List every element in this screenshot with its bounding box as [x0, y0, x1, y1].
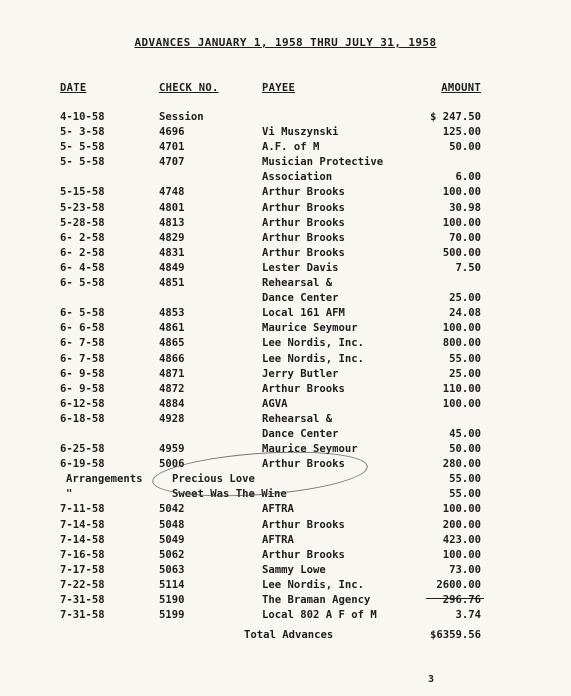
row-payee: The Braman Agency — [262, 594, 371, 606]
table-row — [0, 353, 571, 368]
row-payee: Local 161 AFM — [262, 307, 345, 320]
table-row — [0, 383, 571, 398]
row-check-no: Sweet Was The Wine — [172, 488, 287, 501]
row-date: 7-14-58 — [60, 533, 105, 546]
table-row — [0, 217, 571, 232]
row-check-no: 5062 — [159, 548, 185, 561]
row-date: Arrangements — [66, 473, 143, 486]
row-check-no: Precious Love — [172, 473, 255, 486]
row-payee: Arthur Brooks — [262, 382, 345, 395]
row-amount: 2600.00 — [436, 578, 481, 591]
row-date: 7-31-58 — [60, 609, 105, 622]
row-date: 6-19-58 — [60, 458, 105, 471]
row-check-no: 5049 — [159, 533, 185, 546]
row-date: 5- 5-58 — [60, 141, 105, 154]
row-payee: AGVA — [262, 397, 288, 410]
document-title: ADVANCES JANUARY 1, 1958 THRU JULY 31, 1958 — [134, 36, 437, 49]
table-row — [0, 186, 571, 201]
table-row — [0, 368, 571, 383]
row-date: 6- 7-58 — [60, 352, 105, 365]
row-amount: 296.76 — [442, 594, 481, 606]
row-date: 7-31-58 — [60, 594, 105, 606]
advances-table — [0, 111, 571, 624]
row-check-no: 5048 — [159, 518, 185, 531]
table-row — [0, 564, 571, 579]
table-row — [0, 292, 571, 307]
row-payee: Arthur Brooks — [262, 186, 345, 199]
row-check-no: 4853 — [159, 307, 185, 320]
row-amount: 100.00 — [442, 216, 481, 229]
row-date: 6-18-58 — [60, 412, 105, 425]
header-amount: AMOUNT — [441, 82, 481, 94]
row-amount: 200.00 — [442, 518, 481, 531]
row-date: 7-22-58 — [60, 578, 105, 591]
row-payee: Vi Muszynski — [262, 126, 339, 139]
row-date: 4-10-58 — [60, 111, 105, 123]
row-amount: 55.00 — [449, 473, 481, 486]
table-row — [0, 141, 571, 156]
row-check-no: 4829 — [159, 231, 185, 244]
row-date: 6- 5-58 — [60, 277, 105, 290]
row-payee: Local 802 A F of M — [262, 609, 377, 622]
row-date: 7-11-58 — [60, 503, 105, 516]
row-check-no: 4884 — [159, 397, 185, 410]
table-row — [0, 126, 571, 141]
row-amount: 3.74 — [455, 609, 481, 622]
table-row — [0, 594, 571, 609]
row-amount: 500.00 — [442, 246, 481, 259]
row-payee: Arthur Brooks — [262, 201, 345, 214]
row-date: 6- 5-58 — [60, 307, 105, 320]
row-payee: Dance Center — [262, 427, 339, 440]
table-row — [0, 171, 571, 186]
row-date: 6- 6-58 — [60, 322, 105, 335]
row-date: 6- 9-58 — [60, 367, 105, 380]
row-amount: 125.00 — [442, 126, 481, 139]
row-payee: Arthur Brooks — [262, 518, 345, 531]
row-amount: 800.00 — [442, 337, 481, 350]
row-date: 6-25-58 — [60, 443, 105, 456]
row-amount: 50.00 — [449, 141, 481, 154]
row-amount: 110.00 — [442, 382, 481, 395]
table-row — [0, 337, 571, 352]
row-check-no: 4849 — [159, 261, 185, 274]
row-check-no: 4866 — [159, 352, 185, 365]
row-payee: Arthur Brooks — [262, 548, 345, 561]
row-check-no: 4813 — [159, 216, 185, 229]
row-date: 7-14-58 — [60, 518, 105, 531]
row-payee: Association — [262, 171, 333, 184]
row-payee: Arthur Brooks — [262, 246, 345, 259]
table-row — [0, 111, 571, 126]
row-check-no: 4865 — [159, 337, 185, 350]
row-date: 7-16-58 — [60, 548, 105, 561]
row-check-no: 4707 — [159, 156, 185, 169]
row-check-no: 4701 — [159, 141, 185, 154]
row-check-no: 5199 — [159, 609, 185, 622]
row-payee: AFTRA — [262, 503, 294, 516]
header-check-no: CHECK NO. — [159, 82, 219, 94]
row-date: 6- 4-58 — [60, 261, 105, 274]
row-check-no: 4696 — [159, 126, 185, 139]
row-check-no: 4872 — [159, 382, 185, 395]
table-row — [0, 413, 571, 428]
row-amount: 100.00 — [442, 548, 481, 561]
row-payee: Jerry Butler — [262, 367, 339, 380]
row-amount: 70.00 — [449, 231, 481, 244]
table-row — [0, 428, 571, 443]
table-row — [0, 232, 571, 247]
row-date: 5-28-58 — [60, 216, 105, 229]
row-date: 6- 7-58 — [60, 337, 105, 350]
row-payee: Arthur Brooks — [262, 216, 345, 229]
row-check-no: 5042 — [159, 503, 185, 516]
row-date: 7-17-58 — [60, 563, 105, 576]
table-row — [0, 156, 571, 171]
table-row — [0, 398, 571, 413]
row-amount: 25.00 — [449, 367, 481, 380]
row-amount: 73.00 — [449, 563, 481, 576]
row-date: 5- 5-58 — [60, 156, 105, 169]
row-payee: Maurice Seymour — [262, 322, 358, 335]
row-amount: 25.00 — [449, 292, 481, 305]
table-row — [0, 534, 571, 549]
row-date: " — [66, 488, 73, 501]
row-payee: Lee Nordis, Inc. — [262, 337, 365, 350]
row-date: 5-15-58 — [60, 186, 105, 199]
row-check-no: 4851 — [159, 277, 185, 290]
table-row — [0, 247, 571, 262]
row-payee: AFTRA — [262, 533, 294, 546]
table-row — [0, 307, 571, 322]
table-row — [0, 277, 571, 292]
row-amount: 6.00 — [455, 171, 481, 184]
total-label: Total Advances — [244, 629, 334, 641]
row-date: 6-12-58 — [60, 397, 105, 410]
row-check-no: 4871 — [159, 367, 185, 380]
row-amount: 100.00 — [442, 503, 481, 516]
row-check-no: 5006 — [159, 458, 185, 471]
row-date: 6- 2-58 — [60, 246, 105, 259]
row-check-no: 4831 — [159, 246, 185, 259]
row-amount: 30.98 — [449, 201, 481, 214]
row-payee: Arthur Brooks — [262, 231, 345, 244]
row-payee: Arthur Brooks — [262, 458, 345, 471]
row-amount: 45.00 — [449, 427, 481, 440]
table-row — [0, 519, 571, 534]
total-rule — [426, 598, 484, 599]
row-payee: Sammy Lowe — [262, 563, 326, 576]
row-payee: Rehearsal & — [262, 277, 333, 290]
row-check-no: 5063 — [159, 563, 185, 576]
row-payee: Rehearsal & — [262, 412, 333, 425]
row-check-no: 5114 — [159, 578, 185, 591]
row-payee: Lee Nordis, Inc. — [262, 578, 365, 591]
row-amount: 280.00 — [442, 458, 481, 471]
header-payee: PAYEE — [262, 82, 296, 94]
row-amount: 100.00 — [442, 186, 481, 199]
row-amount: 50.00 — [449, 443, 481, 456]
row-date: 5-23-58 — [60, 201, 105, 214]
row-check-no: 5190 — [159, 594, 185, 606]
row-amount: $ 247.50 — [429, 111, 481, 123]
table-row — [0, 322, 571, 337]
total-value: $6359.56 — [429, 629, 481, 641]
row-check-no: 4861 — [159, 322, 185, 335]
page-number: 3 — [428, 674, 435, 685]
row-payee: Musician Protective — [262, 156, 384, 169]
row-amount: 24.08 — [449, 307, 481, 320]
row-check-no: 4928 — [159, 412, 185, 425]
row-date: 5- 3-58 — [60, 126, 105, 139]
table-row — [0, 503, 571, 518]
row-date: 6- 9-58 — [60, 382, 105, 395]
row-amount: 7.50 — [455, 261, 481, 274]
row-check-no: 4959 — [159, 443, 185, 456]
row-payee: A.F. of M — [262, 141, 320, 154]
row-check-no: 4801 — [159, 201, 185, 214]
table-row — [0, 609, 571, 624]
row-check-no: 4748 — [159, 186, 185, 199]
row-payee: Maurice Seymour — [262, 443, 358, 456]
row-amount: 100.00 — [442, 322, 481, 335]
row-amount: 100.00 — [442, 397, 481, 410]
table-row — [0, 202, 571, 217]
table-row — [0, 579, 571, 594]
table-row — [0, 262, 571, 277]
row-amount: 55.00 — [449, 488, 481, 501]
header-date: DATE — [60, 82, 87, 94]
row-amount: 55.00 — [449, 352, 481, 365]
row-amount: 423.00 — [442, 533, 481, 546]
row-payee: Dance Center — [262, 292, 339, 305]
table-row — [0, 549, 571, 564]
row-payee: Lee Nordis, Inc. — [262, 352, 365, 365]
row-date: 6- 2-58 — [60, 231, 105, 244]
row-payee: Lester Davis — [262, 261, 339, 274]
row-check-no: Session — [159, 111, 204, 123]
